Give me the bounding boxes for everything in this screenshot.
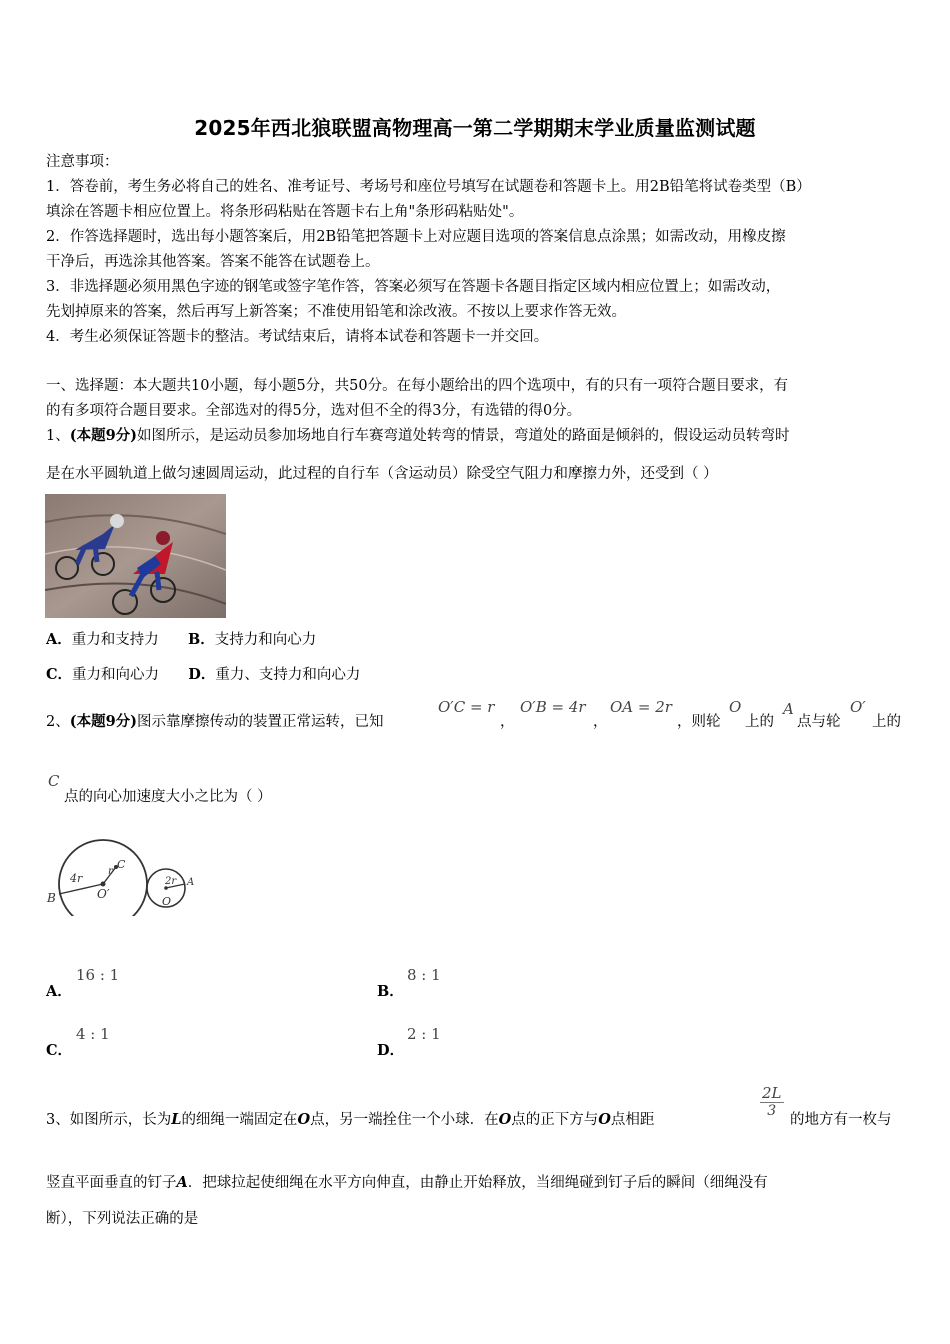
notice-line: 填涂在答题卡相应位置上。将条形码粘贴在答题卡右上角"条形码粘贴处"。: [46, 204, 524, 220]
notice-line: 干净后，再选涂其他答案。答案不能答在试题卷上。: [46, 254, 380, 270]
notice-line: 先划掉原来的答案，然后再写上新答案；不准使用铅笔和涂改液。不按以上要求作答无效。: [46, 304, 626, 320]
diagram-label: O′: [97, 887, 110, 901]
q2-option-d: 2 : 1: [407, 1025, 441, 1043]
q1-option-d: 重力、支持力和向心力: [215, 667, 361, 683]
q2-option-b-label: B．: [377, 983, 404, 1000]
notice-line: 4．考生必须保证答题卡的整洁。考试结束后，请将本试卷和答题卡一并交回。: [46, 329, 549, 345]
section-intro: 一、选择题：本大题共10小题，每小题5分，共50分。在每小题给出的四个选项中，有的只有一项符合题目要求，有: [46, 378, 789, 394]
q1-option-c: 重力和向心力: [72, 667, 160, 683]
q2-line1: 2、(本题9分)图示靠摩擦传动的装置正常运转，已知: [46, 713, 384, 730]
q2-eq1: O′C = r: [438, 698, 495, 716]
cycling-photo: [45, 494, 226, 618]
q2-option-d-label: D．: [377, 1042, 405, 1059]
q2-option-c: 4 : 1: [76, 1025, 110, 1043]
q1-option-c-label: C．: [46, 666, 73, 683]
diagram-label: 4r: [70, 872, 83, 885]
q1-option-d-label: D．: [188, 666, 216, 683]
diagram-label: B: [47, 891, 56, 905]
q2-option-c-label: C．: [46, 1042, 73, 1059]
page-title: 2025年西北狼联盟高物理高一第二学期期末学业质量监测试题: [194, 116, 756, 140]
q1-line2: 是在水平圆轨道上做匀速圆周运动，此过程的自行车（含运动员）除受空气阻力和摩擦力外，还受到（ ）: [46, 466, 718, 482]
q3-line1: 3、如图所示，长为L的细绳一端固定在O点，另一端拴住一个小球．在O点的正下方与O点相距: [46, 1111, 655, 1128]
q1-option-b-label: B．: [187, 631, 215, 648]
q1-option-b: 支持力和向心力: [214, 632, 317, 648]
diagram-label: 2r: [165, 876, 177, 887]
diagram-label: C: [117, 858, 126, 871]
q1-line1: 1、(本题9分)如图所示，是运动员参加场地自行车赛弯道处转弯的情景，弯道处的路面是倾斜的，假设运动员转弯时: [46, 427, 790, 444]
q3-fraction-denominator: 3: [767, 1103, 777, 1119]
q1-option-a: 重力和支持力: [71, 632, 159, 648]
notice-line: 2．作答选择题时，选出每小题答案后，用2B铅笔把答题卡上对应题目选项的答案信息点涂黑；如需改动，用橡皮擦: [46, 229, 786, 245]
q3-fraction-numerator: 2L: [762, 1084, 782, 1102]
q2-option-a: 16 : 1: [76, 966, 120, 984]
diagram-label: A: [187, 877, 195, 888]
q1-options-row1: [46, 628, 908, 652]
q3-line2: 竖直平面垂直的钉子A．把球拉起使细绳在水平方向伸直，由静止开始释放，当细绳碰到钉子后的瞬间（细绳没有: [46, 1174, 768, 1191]
q1-option-a-label: A．: [46, 631, 72, 648]
q2-eq3: OA = 2r: [610, 698, 672, 716]
friction-wheel-diagram: [44, 836, 214, 916]
q2-option-b: 8 : 1: [407, 966, 441, 984]
diagram-label: r: [108, 866, 113, 877]
notice-heading: 注意事项：: [46, 154, 119, 170]
q2-line2: 点的向心加速度大小之比为（ ）: [64, 789, 272, 805]
q3-line3: 断），下列说法正确的是: [46, 1211, 199, 1227]
q2-eq2: O′B = 4r: [520, 698, 586, 716]
section-intro: 的有多项符合题目要求。全部选对的得5分，选对但不全的得3分，有选错的得0分。: [46, 403, 582, 419]
q1-options-row2: [46, 663, 908, 687]
q2-option-a-label: A．: [46, 983, 72, 1000]
diagram-label: O: [162, 895, 172, 908]
notice-line: 1．答卷前，考生务必将自己的姓名、准考证号、考场号和座位号填写在试题卷和答题卡上。用2B铅笔将试卷类型（B）: [46, 179, 811, 195]
q2-points: (本题9分): [69, 713, 138, 730]
q3-fraction: [760, 1084, 784, 1119]
notice-line: 3．非选择题必须用黑色字迹的钢笔或签字笔作答，答案必须写在答题卡各题目指定区域内相应位置上；如需改动，: [46, 279, 781, 295]
q1-points: (本题9分): [69, 427, 138, 444]
